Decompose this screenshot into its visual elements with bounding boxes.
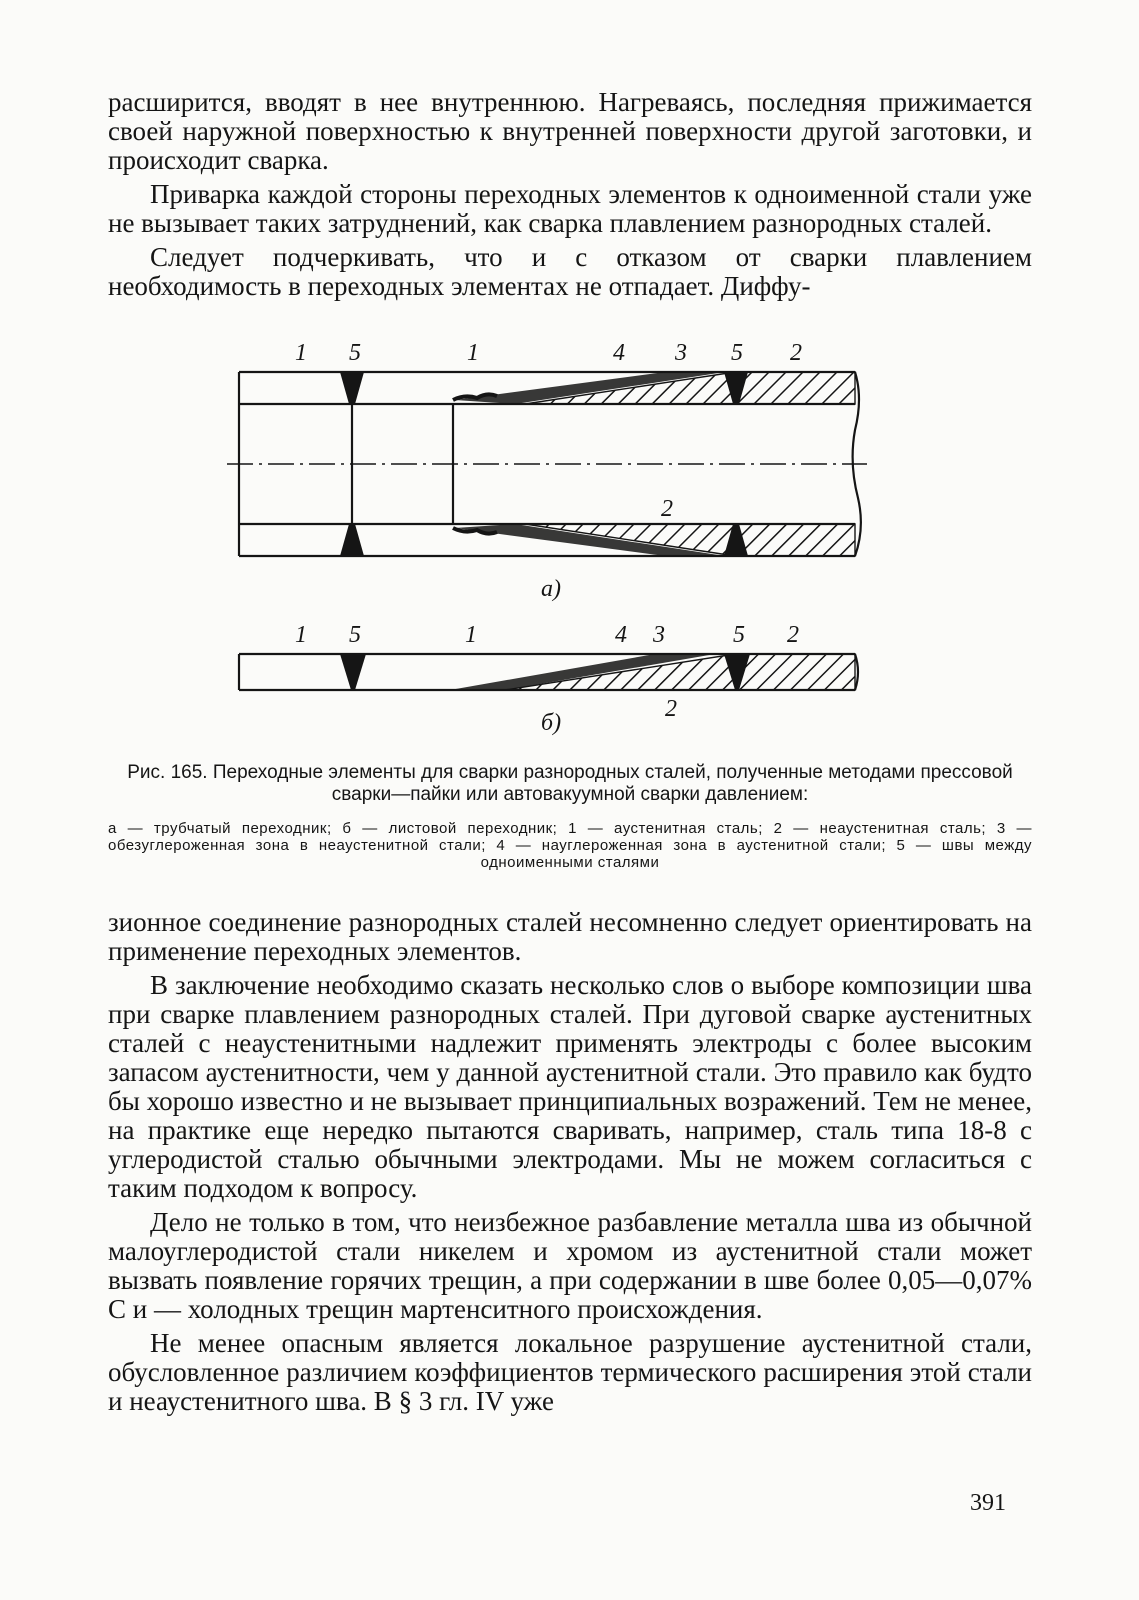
label: 4 (615, 622, 627, 648)
paragraph: Не менее опасным является локальное разрушение аустенитной стали, обусловленное различием коэффициентов термического расширения этой стали и неаустенитного шва. В § 3 гл. IV уже (108, 1328, 1032, 1416)
label: 3 (653, 622, 665, 648)
sublabel: а) (541, 576, 561, 602)
page-number: 391 (970, 1490, 1006, 1516)
sublabel: б) (541, 710, 562, 736)
paragraph: Дело не только в том, что неизбежное разбавление металла шва из обычной малоуглеродистой стали никелем и хромом из аустенитной стали может вызвать появление горячих трещин, а при содержании в шве более 0,05—0,07% С и — холодных трещин мартенситного происхождения. (108, 1207, 1032, 1324)
label: 1 (465, 622, 477, 648)
label: 2 (790, 340, 802, 366)
label: 5 (733, 622, 745, 648)
label: 1 (467, 340, 479, 366)
figure-165 (225, 338, 885, 738)
label: 2 (665, 696, 677, 722)
figure-a-tube-adapter (227, 340, 867, 602)
paragraph: Следует подчеркивать, что и с отказом от сварки плавлением необходимость в переходных элементах не отпадает. Диффу- (108, 242, 1032, 301)
paragraph: расширится, вводят в нее внутреннюю. Нагреваясь, последняя прижимается своей наружной поверхностью к внутренней поверхности другой заготовки, и происходит сварка. (108, 87, 1032, 175)
paragraph: зионное соединение разнородных сталей несомненно следует ориентировать на применение переходных элементов. (108, 907, 1032, 966)
label: 3 (675, 340, 687, 366)
figure-b-sheet-adapter (239, 622, 858, 736)
figure-caption: Рис. 165. Переходные элементы для сварки разнородных сталей, полученные методами прессовой сварки—пайки или автовакуумной сварки давлением: (127, 762, 1013, 805)
top-text-block (108, 88, 1032, 306)
bottom-text-block (108, 908, 1032, 1421)
paragraph: В заключение необходимо сказать несколько слов о выборе композиции шва при сварке плавлением разнородных сталей. При дуговой сварке аустенитных сталей с неаустенитными надлежит применять электроды с более высоким запасом аустенитности, чем у данной аустенитной стали. Это правило как будто бы хорошо известно и не вызывает принципиальных возражений. Тем не менее, на практике еще нередко пытаются сваривать, например, сталь типа 18-8 с углеродистой сталью обычными электродами. Мы не можем согласиться с таким подходом к вопросу. (108, 970, 1033, 1203)
label: 5 (731, 340, 743, 366)
label: 4 (613, 340, 625, 366)
paragraph: Приварка каждой стороны переходных элементов к одноименной стали уже не вызывает таких затруднений, как сварка плавлением разнородных сталей. (108, 179, 1032, 238)
label: 2 (661, 496, 673, 522)
figure-legend: а — трубчатый переходник; б — листовой переходник; 1 — аустенитная сталь; 2 — неаустенитная сталь; 3 — обезуглероженная зона в неаустенитной стали; 4 — науглероженная зона в аустенитной стали; 5 — швы между одноименными сталями (108, 820, 1032, 871)
label: 1 (295, 340, 307, 366)
label: 5 (349, 622, 361, 648)
label: 1 (295, 622, 307, 648)
label: 2 (787, 622, 799, 648)
label: 5 (349, 340, 361, 366)
